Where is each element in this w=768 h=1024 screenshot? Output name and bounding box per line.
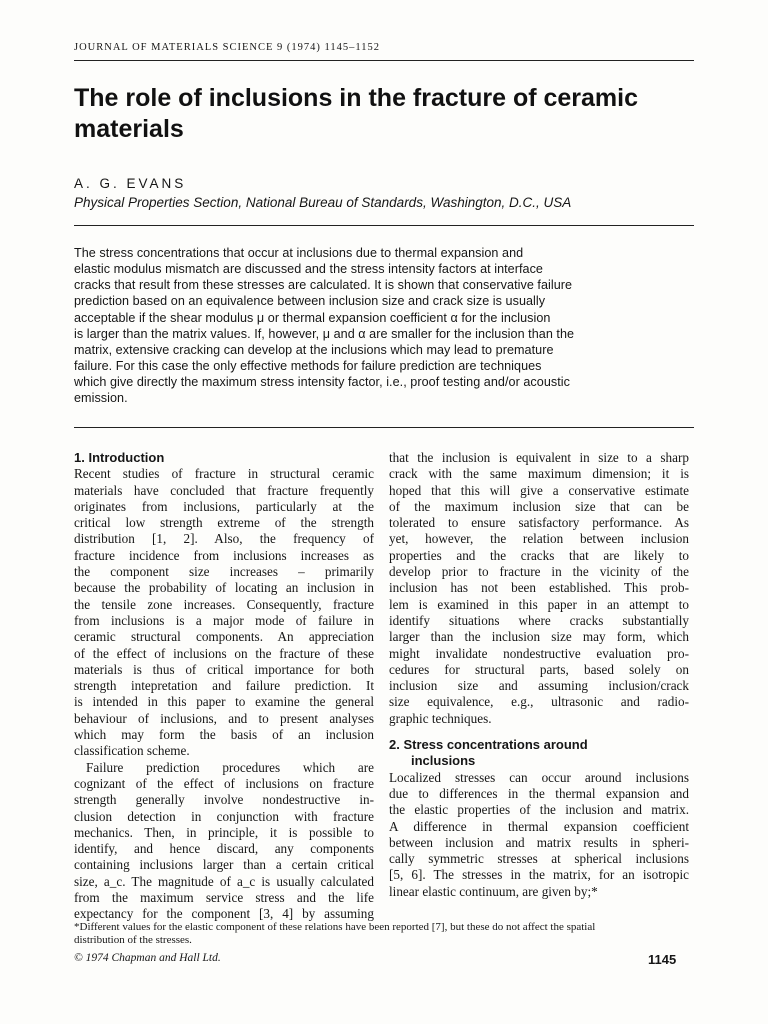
body-line: materials is thus of critical importance for both (74, 661, 374, 677)
footnote-line: *Different values for the elastic component of these relations have been reported [7], but these do not affect the spatial (74, 921, 596, 933)
body-line: size equivalence, e.g., ultrasonic and radio- (389, 694, 689, 710)
abstract-top-rule (74, 225, 694, 226)
body-line: materials have concluded that fracture frequently (74, 482, 374, 498)
body-line: from the maximum service stress and the life (74, 890, 374, 906)
body-line: clusion detection in conjunction with fracture (74, 808, 374, 824)
abstract (74, 245, 686, 407)
body-line: Failure prediction procedures which are (86, 759, 374, 775)
abstract-bottom-rule (74, 427, 694, 428)
body-line: of the effect of inclusions on the fracture of these (74, 645, 374, 661)
body-line: containing inclusions larger than a certain critical (74, 857, 374, 873)
abstract-line: matrix, extensive cracking can develop at the inclusions which may lead to premature (74, 342, 554, 357)
body-line: strength generally involve nondestructive in- (74, 792, 374, 808)
body-line: cally symmetric stresses at spherical inclusions (389, 851, 689, 867)
body-line: classification scheme. (74, 743, 190, 759)
abstract-line: prediction based on an equivalence between inclusion size and crack size is usually (74, 294, 546, 309)
body-line: the component size increases – primarily (74, 564, 374, 580)
body-line: cedures for structural parts, based solely on (389, 661, 689, 677)
body-line: the elastic properties of the inclusion and matrix. (389, 802, 689, 818)
body-line: hoped that this will give a conservative estimate (389, 482, 689, 498)
body-line: identify, and hence discard, any components (74, 841, 374, 857)
body-line: ceramic structural components. An appreciation (74, 629, 374, 645)
section-gap (389, 727, 689, 737)
body-line: expectancy for the component [3, 4] by assuming (74, 906, 374, 922)
body-line: graphic techniques. (389, 710, 492, 726)
body-line: behaviour of inclusions, and to present analyses (74, 710, 374, 726)
body-line: due to differences in the thermal expansion and (389, 785, 689, 801)
section-2-heading-cont: inclusions (411, 753, 476, 769)
body-line: [5, 6]. The stresses in the matrix, for an isotropic (389, 867, 689, 883)
footnote (74, 921, 694, 947)
header-rule (74, 60, 694, 61)
left-column (74, 450, 374, 923)
body-line: inclusion size and assuming inclusion/crack (389, 678, 689, 694)
body-line: Localized stresses can occur around inclusions (389, 769, 689, 785)
body-line: linear elastic continuum, are given by;* (389, 883, 598, 899)
right-column (389, 450, 689, 900)
body-line: which may form the basis of an inclusion (74, 727, 374, 743)
abstract-line: is larger than the matrix values. If, however, μ and α are smaller for the inclusion than the (74, 326, 575, 341)
body-line: the tensile zone increases. Consequently, fracture (74, 596, 374, 612)
abstract-line: acceptable if the shear modulus μ or thermal expansion coefficient α for the inclusion (74, 310, 551, 325)
copyright-notice: © 1974 Chapman and Hall Ltd. (74, 952, 221, 964)
abstract-line: which give directly the maximum stress intensity factor, i.e., proof testing and/or acoustic (74, 375, 570, 390)
body-line: lem is examined in this paper in an attempt to (389, 596, 689, 612)
body-line: between inclusion and matrix results in spheri- (389, 834, 689, 850)
body-line: might invalidate nondestructive evaluation pro- (389, 645, 689, 661)
body-line: size, a_c. The magnitude of a_c is usually calculated (74, 873, 374, 889)
body-line: distribution [1, 2]. Also, the frequency of (74, 531, 374, 547)
body-line: cognizant of the effect of inclusions on fracture (74, 775, 374, 791)
abstract-line: The stress concentrations that occur at inclusions due to thermal expansion and (74, 246, 524, 260)
footnote-line: distribution of the stresses. (74, 934, 192, 946)
body-line: of the maximum inclusion size that can be (389, 498, 689, 514)
abstract-line: cracks that result from these stresses are calculated. It is shown that conservative failure (74, 278, 573, 293)
body-line: A difference in thermal expansion coefficient (389, 818, 689, 834)
body-line: yet, however, the relation between inclusion (389, 531, 689, 547)
body-line: crack with the same maximum dimension; it is (389, 466, 689, 482)
body-line: is intended in this paper to examine the general (74, 694, 374, 710)
body-line: develop prior to fracture in the vicinity of the (389, 564, 689, 580)
body-line: strength intepretation and failure prediction. It (74, 678, 374, 694)
body-line: inclusion has not been established. This prob- (389, 580, 689, 596)
author-affiliation: Physical Properties Section, National Bureau of Standards, Washington, D.C., USA (74, 195, 572, 210)
abstract-line: emission. (74, 391, 128, 406)
body-line: mechanics. Then, in principle, it is possible to (74, 824, 374, 840)
body-line: identify situations where cracks substantially (389, 612, 689, 628)
body-line: because the probability of locating an inclusion in (74, 580, 374, 596)
section-1-heading: 1. Introduction (74, 450, 165, 465)
body-line: properties and the cracks that are likely to (389, 547, 689, 563)
body-line: from inclusions is a major mode of failure in (74, 612, 374, 628)
body-line: critical low strength extreme of the strength (74, 515, 374, 531)
body-line: larger than the inclusion size may form, which (389, 629, 689, 645)
abstract-line: elastic modulus mismatch are discussed and the stress intensity factors at interface (74, 262, 543, 277)
paper-title: The role of inclusions in the fracture of ceramic materials (74, 84, 639, 143)
abstract-line: failure. For this case the only effective methods for failure prediction are techniques (74, 359, 542, 374)
author-name: A. G. EVANS (74, 176, 187, 191)
journal-header: JOURNAL OF MATERIALS SCIENCE 9 (1974) 1145–1152 (74, 42, 381, 53)
body-line: that the inclusion is equivalent in size to a sharp (389, 450, 689, 465)
body-line: originates from inclusions, particularly at the (74, 498, 374, 514)
body-line: fracture incidence from inclusions increases as (74, 547, 374, 563)
section-2-heading: 2. Stress concentrations around (389, 737, 588, 753)
body-line: Recent studies of fracture in structural ceramic (74, 466, 374, 482)
body-line: tolerated to ensure satisfactory performance. As (389, 515, 689, 531)
page-number: 1145 (648, 952, 677, 967)
